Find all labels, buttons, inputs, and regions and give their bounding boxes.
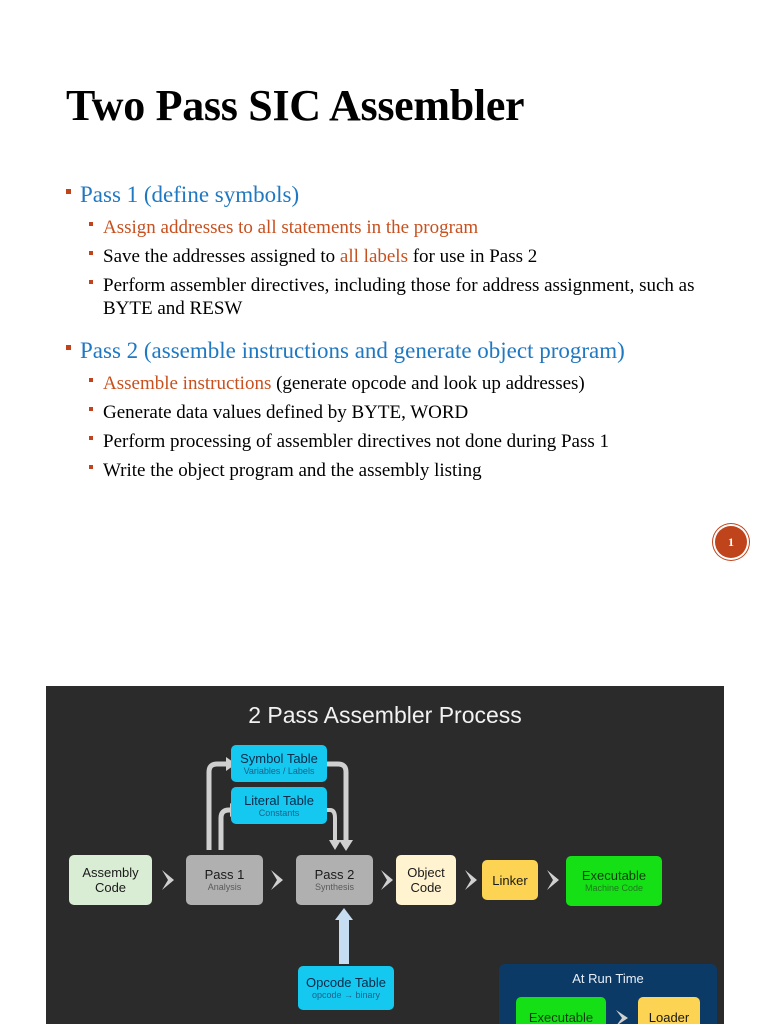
linker-box (482, 860, 538, 900)
bullet-list (66, 180, 726, 482)
bullet-text: Write the object program and the assembly listing (103, 460, 482, 481)
literal-table-box (231, 787, 327, 824)
highlight-text: Assign addresses to all statements in the program (103, 217, 479, 238)
box-label: Assembly Code (82, 865, 139, 895)
bullet-text: (generate opcode and look up addresses) (271, 373, 585, 394)
bullet-pass2-item-3 (89, 430, 726, 453)
chevron-icon (381, 870, 393, 890)
bullet-pass2-item-4 (89, 459, 726, 482)
arrowhead (335, 908, 353, 920)
symbol-table-box (231, 745, 327, 782)
chevron-icon (271, 870, 283, 890)
box-sublabel: Constants (258, 807, 300, 818)
bullet-pass1-item-2 (89, 245, 726, 268)
bullet-pass2-item-1 (89, 372, 726, 395)
page-number-badge: 1 (715, 526, 747, 558)
chevron-icon (465, 870, 477, 890)
bullet-pass2-item-2 (89, 401, 726, 424)
box-sublabel: opcode → binary (311, 990, 381, 1000)
runtime-label: At Run Time (572, 971, 644, 986)
arrowhead (329, 840, 341, 850)
box-label: Executable (581, 868, 647, 883)
loader-box (638, 997, 700, 1024)
chevron-icon (547, 870, 559, 890)
box-sublabel: Analysis (207, 882, 242, 892)
box-label: Pass 1 (204, 867, 245, 882)
box-label: Pass 2 (314, 867, 355, 882)
runtime-panel (499, 964, 717, 1024)
box-sublabel: Synthesis (314, 882, 355, 892)
box-label: Linker (492, 872, 528, 888)
bullet-pass1-item-1 (89, 216, 726, 239)
bullet-text: Save the addresses assigned to (103, 246, 340, 267)
diagram-title: 2 Pass Assembler Process (248, 702, 522, 728)
bullet-pass1: Pass 1 (define symbols) (66, 180, 726, 210)
object-code-box (396, 855, 456, 905)
box-label: Object Code (407, 865, 445, 895)
bullet-text: Perform assembler directives, including those for address assignment, such as BYTE and RESW (103, 275, 695, 319)
bullet-pass1-item-3 (89, 274, 726, 320)
box-sublabel: Machine Code (584, 883, 644, 893)
highlight-text: Assemble instructions (103, 373, 272, 394)
pass2-box (296, 855, 373, 905)
chevron-icon (162, 870, 174, 890)
bullet-text: Perform processing of assembler directives not done during Pass 1 (103, 431, 610, 452)
bullet-text: for use in Pass 2 (407, 246, 538, 267)
chevron-icon (610, 1008, 640, 1024)
box-label: Literal Table (244, 792, 314, 808)
arrow-literal-table-to-pass2 (327, 810, 335, 842)
box-sublabel: Variables / Labels (243, 765, 315, 776)
slide-title: Two Pass SIC Assembler (66, 81, 525, 130)
box-label: Executable (528, 1009, 594, 1024)
executable-box (566, 856, 662, 906)
box-label: Opcode Table (306, 975, 386, 990)
arrowhead (339, 840, 353, 851)
box-label: Loader (648, 1009, 690, 1024)
opcode-table-box (298, 966, 394, 1010)
pass1-box (186, 855, 263, 905)
highlight-text: all labels (339, 246, 408, 267)
arrow-opcode-to-pass2 (339, 918, 349, 964)
assembly-code-box (69, 855, 152, 905)
assembler-process-diagram (46, 686, 724, 1024)
bullet-pass2: Pass 2 (assemble instructions and generate object program) (66, 336, 726, 366)
box-label: Symbol Table (240, 750, 318, 766)
runtime-executable-box (516, 997, 606, 1024)
bullet-text: Generate data values defined by BYTE, WORD (103, 402, 469, 423)
